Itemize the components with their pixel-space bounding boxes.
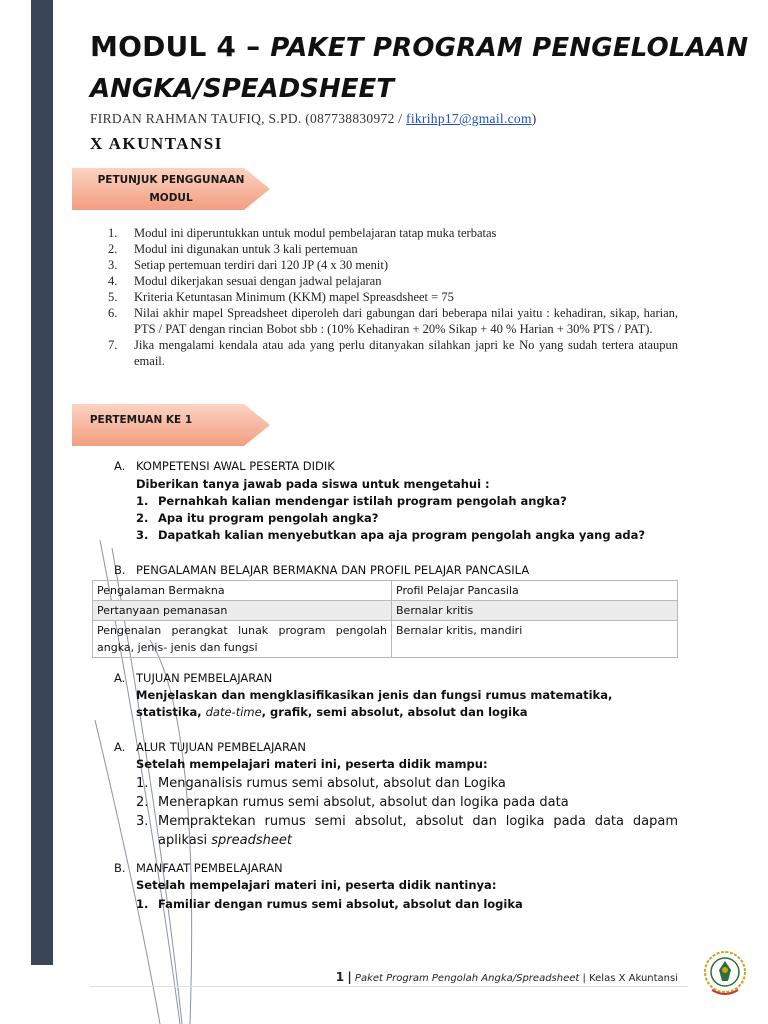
table-row [93, 601, 678, 621]
list-item: 3. Dapatkah kalian menyebutkan apa aja program pengolah angka yang ada? [136, 528, 646, 542]
section-pengalaman-heading: B. PENGALAMAN BELAJAR BERMAKNA DAN PROFIL PELAJAR PANCASILA [114, 563, 530, 577]
page-title-line2: ANGKA/SPEADSHEET [90, 74, 394, 104]
section-manfaat-heading: B. MANFAAT PEMBELAJARAN [114, 861, 283, 875]
kompetensi-question-list [136, 493, 645, 544]
footer-divider [90, 986, 688, 987]
school-seal-logo [702, 948, 748, 1000]
footer-class: Kelas X Akuntansi [589, 973, 678, 984]
table-cell: Pengenalan perangkat lunak program pengolah angka, jenis- jenis dan fungsi [93, 621, 392, 658]
petunjuk-list [108, 225, 678, 369]
table-cell: Bernalar kritis [392, 601, 678, 621]
page-number: 1 [335, 970, 345, 984]
table-row [93, 621, 678, 658]
manfaat-list [136, 896, 523, 913]
class-label: X AKUNTANSI [90, 134, 223, 153]
list-item: 1. Menganalisis rumus semi absolut, absolut dan Logika [136, 776, 506, 791]
author-email-link[interactable]: fikrihp17@gmail.com [406, 111, 532, 126]
manfaat-intro: Setelah mempelajari materi ini, peserta didik nantinya: [136, 878, 497, 892]
list-item: 2. Apa itu program pengolah angka? [136, 511, 379, 525]
pertemuan-label: PERTEMUAN KE 1 [89, 414, 193, 426]
tujuan-text: Menjelaskan dan mengklasifikasikan jenis dan fungsi rumus matematika, statistika, date-time, grafik, semi absolut, absolut dan logika [136, 688, 613, 719]
list-item: 1. Pernahkah kalian mendengar istilah program pengolah angka? [136, 494, 567, 508]
list-item: 5. Kriteria Ketuntasan Minimum (KKM) mapel Spreasdsheet = 75 [108, 290, 454, 304]
list-item: 7. Jika mengalami kendala atau ada yang perlu ditanyakan silahkan japri ke No yang sudah tertera ataupun email. [108, 338, 678, 368]
table-header-cell: Pengalaman Bermakna [93, 581, 392, 601]
table-cell: Bernalar kritis, mandiri [392, 621, 678, 658]
petunjuk-label: PETUNJUK PENGGUNAAN MODUL [97, 174, 245, 204]
alur-list [136, 774, 678, 850]
table-cell: Pertanyaan pemanasan [93, 601, 392, 621]
alur-intro: Setelah mempelajari materi ini, peserta didik mampu: [136, 757, 488, 771]
section-alur-heading: A. ALUR TUJUAN PEMBELAJARAN [114, 740, 307, 754]
section-kompetensi-heading: A. KOMPETENSI AWAL PESERTA DIDIK [114, 459, 335, 473]
page-footer: 1 | Paket Program Pengolah Angka/Spreadsheet | Kelas X Akuntansi [335, 970, 678, 984]
list-item: 3. Setiap pertemuan terdiri dari 120 JP (4 x 30 menit) [108, 258, 388, 272]
table-header-row [93, 581, 678, 601]
section-kompetensi-intro: Diberikan tanya jawab pada siswa untuk mengetahui : [136, 477, 490, 491]
list-item: 4. Modul dikerjakan sesuai dengan jadwal pelajaran [108, 274, 382, 288]
list-item: 2. Menerapkan rumus semi absolut, absolut dan logika pada data [136, 795, 569, 810]
list-item: 6. Nilai akhir mapel Spreadsheet diperoleh dari gabungan dari beberapa nilai yaitu : kehadiran, sikap, harian, PTS / PAT dengan rincian Bobot sbb : (10% Kehadiran + 20% Sikap + 40 % Harian + 30% PTS / PAT). [108, 306, 678, 336]
table-header-cell: Profil Pelajar Pancasila [392, 581, 678, 601]
list-item: 1. Familiar dengan rumus semi absolut, absolut dan logika [136, 897, 523, 911]
pengalaman-table [92, 580, 678, 658]
list-item: 2. Modul ini digunakan untuk 3 kali pertemuan [108, 242, 358, 256]
footer-doc-title: Paket Program Pengolah Angka/Spreadsheet [354, 973, 580, 984]
list-item: 3. Mempraktekan rumus semi absolut, absolut dan logika pada data dapam aplikasi spreadsheet [136, 814, 678, 848]
page-title: MODUL 4 – PAKET PROGRAM PENGELOLAAN [90, 30, 749, 63]
section-tujuan-heading: A. TUJUAN PEMBELAJARAN [114, 671, 273, 685]
author-line: FIRDAN RAHMAN TAUFIQ, S.PD. (087738830972 / fikrihp17@gmail.com) [90, 111, 537, 126]
list-item: 1. Modul ini diperuntukkan untuk modul pembelajaran tatap muka terbatas [108, 226, 497, 240]
